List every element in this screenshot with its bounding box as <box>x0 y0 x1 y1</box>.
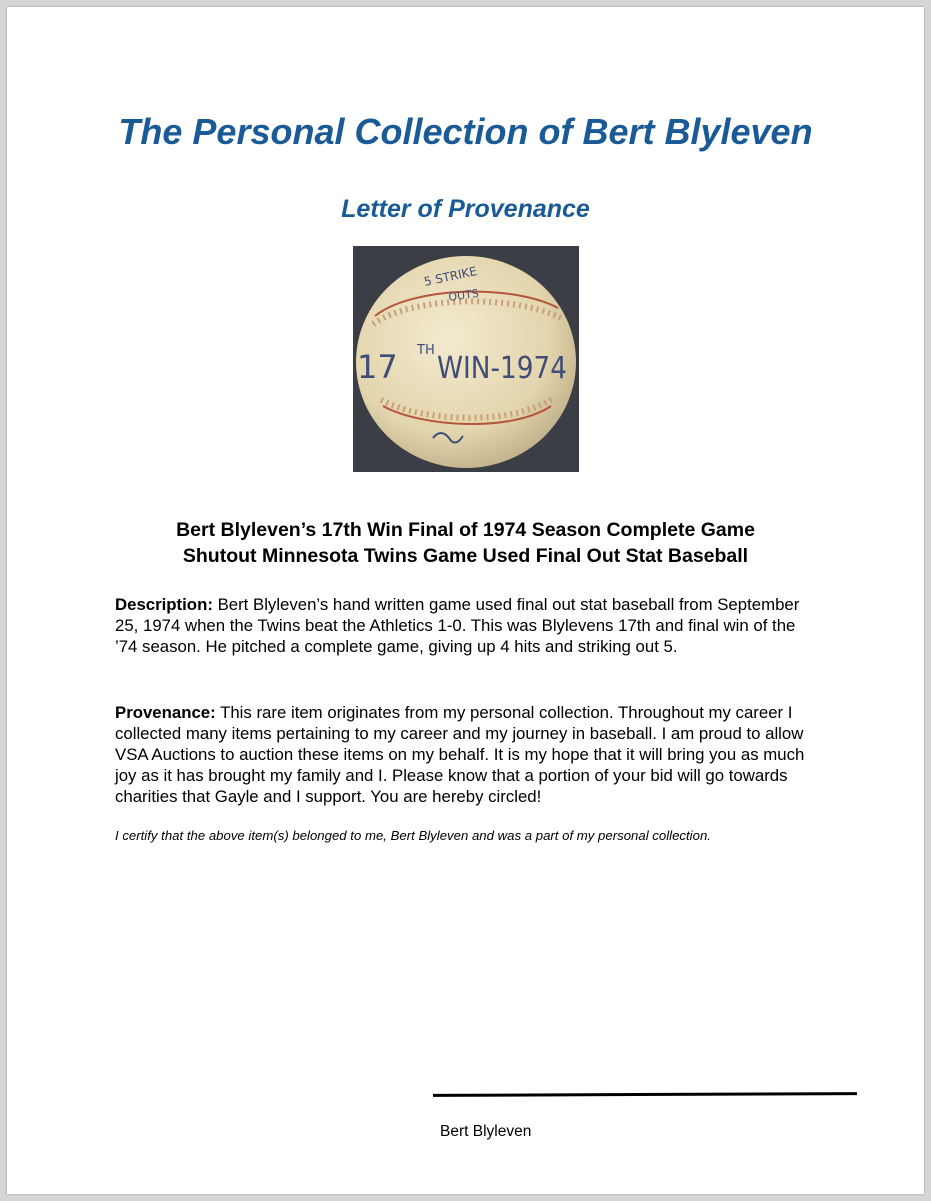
provenance-text: This rare item originates from my personal collection. Throughout my career I collected many items pertaining to my career and my journey in baseball. I am proud to allow VSA Auctions to auction these items on my behalf. It is my hope that it will bring you as much joy as it has brought my family and I. Please know that a portion of your bid will go towards charities that Gayle and I support. You are hereby circled! <box>115 703 805 806</box>
ball-text-strike: 5 STRIKE <box>422 264 479 289</box>
item-title-line-2: Shutout Minnesota Twins Game Used Final Out Stat Baseball <box>182 545 749 567</box>
signature-name: Bert Blyleven <box>440 1123 532 1140</box>
item-title-line-1: Bert Blyleven’s 17th Win Final of 1974 Season Complete Game <box>176 519 755 541</box>
provenance-paragraph <box>115 702 821 807</box>
description-paragraph <box>115 594 821 657</box>
baseball-illustration <box>353 246 579 472</box>
signature-line <box>433 1092 857 1097</box>
page-title: The Personal Collection of Bert Blyleven <box>118 111 813 152</box>
ball-text-17: 17 <box>357 348 398 386</box>
provenance-label: Provenance: <box>115 703 216 722</box>
ball-text-outs: OUTS <box>447 286 480 304</box>
description-label: Description: <box>115 595 213 614</box>
ball-text-win: WIN-1974 <box>437 351 567 386</box>
certification-statement: I certify that the above item(s) belonged to me, Bert Blyleven and was a part of my personal collection. <box>115 828 711 843</box>
ball-text-th: TH <box>417 343 435 358</box>
page-subtitle: Letter of Provenance <box>341 195 590 223</box>
description-text: Bert Blyleven’s hand written game used final out stat baseball from September 25, 1974 when the Twins beat the Athletics 1-0. This was Blylevens 17th and final win of the ’74 season. He pitched a complete game, giving up 4 hits and striking out 5. <box>115 595 800 656</box>
item-title <box>107 517 824 569</box>
baseball-photo <box>353 246 579 472</box>
letter-page <box>7 7 924 1194</box>
